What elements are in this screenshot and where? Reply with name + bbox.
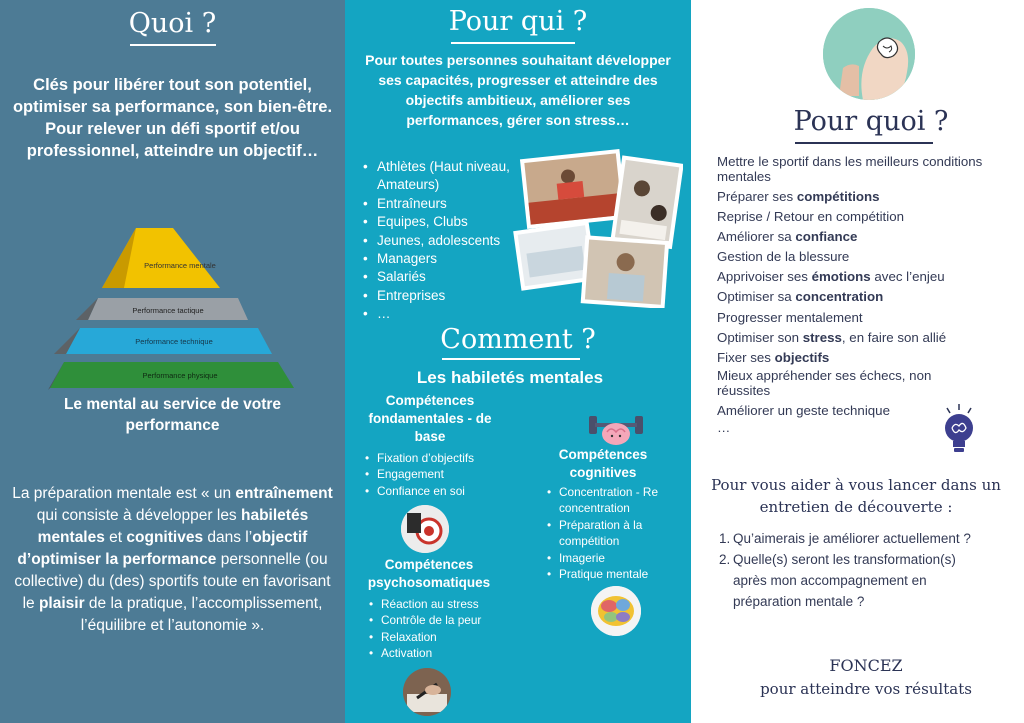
list-item: • Relaxation bbox=[367, 629, 527, 645]
list-item: • … bbox=[359, 305, 529, 323]
item-keyword: concentration bbox=[795, 289, 884, 305]
list-item: • Préparation à la compétition bbox=[545, 517, 687, 550]
list-item: • Confiance en soi bbox=[363, 483, 523, 499]
list-item: Gestion de la blessure bbox=[717, 249, 850, 265]
list-item: … bbox=[717, 419, 731, 435]
list-item bbox=[717, 348, 1023, 368]
pyramid-label-physical: Performance physique bbox=[142, 371, 218, 380]
list-item bbox=[719, 528, 1019, 549]
question-number: 2. bbox=[719, 552, 731, 567]
intro-line-2: Pour relever un défi sportif et/ou professionnel, atteindre un objectif… bbox=[26, 120, 319, 160]
section-title-comment: Comment ? bbox=[440, 324, 596, 355]
list-item bbox=[717, 287, 1023, 307]
fundamental-skills-title: Compétences fondamentales - de base bbox=[368, 393, 492, 444]
audience-list bbox=[359, 158, 529, 324]
discovery-interview-heading: Pour vous aider à vous lancer dans un entretien de découverte : bbox=[711, 476, 1001, 516]
list-item: • Jeunes, adolescents bbox=[359, 232, 529, 250]
list-item: • Réaction au stress bbox=[367, 596, 527, 612]
def-bold: cognitives bbox=[126, 529, 204, 546]
colorful-brain-icon bbox=[591, 586, 641, 636]
item-text: avec l’enjeu bbox=[870, 269, 945, 285]
def-text: La préparation mentale est « un bbox=[12, 485, 236, 502]
list-item: • Pratique mentale bbox=[545, 566, 687, 582]
list-item: • Athlètes (Haut niveau, Amateurs) bbox=[359, 158, 529, 195]
section-title-quoi: Quoi ? bbox=[128, 8, 217, 39]
list-item: • Managers bbox=[359, 250, 529, 268]
item-text: Apprivoiser ses bbox=[717, 269, 812, 285]
list-item: Reprise / Retour en compétition bbox=[717, 209, 904, 225]
list-item: • Concentration - Re concentration bbox=[545, 484, 687, 517]
item-text: Optimiser son bbox=[717, 329, 803, 345]
photo-collage bbox=[513, 146, 683, 308]
call-to-action-title: FONCEZ bbox=[829, 656, 903, 675]
child-photo bbox=[581, 235, 670, 308]
question-text: Qu’aimerais je améliorer actuellement ? bbox=[733, 531, 971, 546]
section-subtitle: Les habiletés mentales bbox=[416, 368, 604, 387]
list-item bbox=[719, 549, 1019, 612]
list-item: • Fixation d’objectifs bbox=[363, 450, 523, 466]
def-bold: plaisir bbox=[38, 595, 85, 612]
item-text: Fixer ses bbox=[717, 349, 775, 365]
call-to-action-subtitle: pour atteindre vos résultats bbox=[760, 680, 972, 698]
item-keyword: objectifs bbox=[774, 349, 830, 365]
list-item: Mieux appréhender ses échecs, non réussites bbox=[717, 367, 932, 398]
fundamental-skills-list bbox=[363, 450, 523, 499]
list-item: • Salariés bbox=[359, 268, 529, 286]
item-text: Préparer ses bbox=[717, 189, 797, 204]
cognitive-skills-list bbox=[545, 484, 687, 582]
list-item: • Entraîneurs bbox=[359, 195, 529, 213]
title-underline bbox=[442, 358, 580, 360]
list-item bbox=[717, 267, 1023, 287]
writing-hand-icon bbox=[403, 668, 451, 716]
performance-pyramid bbox=[48, 226, 298, 394]
list-item: Progresser mentalement bbox=[717, 309, 863, 325]
psychosomatic-skills-title: Compétences psychosomatiques bbox=[367, 557, 491, 590]
item-text: Optimiser sa bbox=[717, 289, 796, 305]
panel-pour-qui bbox=[345, 0, 691, 723]
item-text: Améliorer sa bbox=[717, 229, 796, 245]
intro-text bbox=[6, 74, 339, 162]
item-keyword: émotions bbox=[811, 269, 871, 285]
list-item: • Contrôle de la peur bbox=[367, 612, 527, 628]
list-item bbox=[717, 227, 1023, 247]
def-bold: habiletés mentales bbox=[37, 507, 309, 546]
list-item bbox=[717, 328, 1023, 348]
discovery-questions bbox=[719, 528, 1019, 612]
panel-quoi bbox=[0, 0, 345, 723]
item-keyword: confiance bbox=[795, 229, 858, 245]
benefits-list bbox=[717, 154, 1023, 435]
pyramid-label-tactical: Performance tactique bbox=[132, 306, 204, 315]
pyramid-caption: Le mental au service de votre performance bbox=[63, 396, 282, 434]
title-underline bbox=[795, 142, 933, 144]
title-underline bbox=[451, 42, 575, 44]
def-text: dans l’ bbox=[203, 529, 253, 546]
list-item: • Entreprises bbox=[359, 287, 529, 305]
panel-pour-quoi bbox=[691, 0, 1024, 723]
definition-text bbox=[12, 483, 333, 637]
pyramid-label-mental: Performance mentale bbox=[144, 261, 216, 270]
list-item: • Activation bbox=[367, 645, 527, 661]
target-icon bbox=[401, 505, 449, 553]
thinking-head-image bbox=[823, 8, 915, 100]
title-underline bbox=[130, 44, 216, 46]
list-item: Mettre le sportif dans les meilleurs conditions mentales bbox=[717, 154, 983, 184]
def-text: qui consiste à développer les bbox=[36, 507, 241, 524]
athlete-photo bbox=[520, 149, 627, 229]
question-text: Quelle(s) seront les transformation(s) après mon accompagnement en préparation mentale ? bbox=[733, 552, 956, 609]
def-text: personnelle (ou collective) du (des) sportifs toute en favorisant le bbox=[14, 551, 331, 612]
item-text: , en faire son allié bbox=[841, 329, 947, 345]
intro-line-1: Clés pour libérer tout son potentiel, optimiser sa performance, son bien-être. bbox=[12, 76, 333, 116]
def-text: de la pratique, l’accomplissement, l’équilibre et l’autonomie ». bbox=[80, 595, 323, 634]
list-item: • Equipes, Clubs bbox=[359, 213, 529, 231]
lightbulb-brain-icon bbox=[939, 404, 979, 460]
list-item: • Imagerie bbox=[545, 550, 687, 566]
pyramid-label-technical: Performance technique bbox=[135, 337, 213, 346]
def-bold: objectif d’optimiser la performance bbox=[17, 529, 308, 568]
cognitive-skills-title: Compétences cognitives bbox=[558, 447, 648, 480]
brain-weightlifting-icon bbox=[587, 406, 645, 448]
list-item bbox=[717, 187, 1023, 207]
list-item: • Engagement bbox=[363, 466, 523, 482]
def-text: et bbox=[104, 529, 127, 546]
list-item: Améliorer un geste technique bbox=[717, 402, 890, 418]
study-photo bbox=[610, 155, 683, 249]
def-bold: entraînement bbox=[235, 485, 333, 502]
item-keyword: compétitions bbox=[796, 189, 880, 204]
question-number: 1. bbox=[719, 531, 731, 546]
section-title-pour-quoi: Pour quoi ? bbox=[793, 106, 949, 137]
item-keyword: stress bbox=[802, 329, 842, 345]
audience-intro: Pour toutes personnes souhaitant développer ses capacités, progresser et atteindre des objectifs ambitieux, améliorer ses performances, gérer son stress… bbox=[365, 52, 671, 128]
psychosomatic-skills-list bbox=[367, 596, 527, 662]
section-title-pour-qui: Pour qui ? bbox=[448, 6, 588, 37]
